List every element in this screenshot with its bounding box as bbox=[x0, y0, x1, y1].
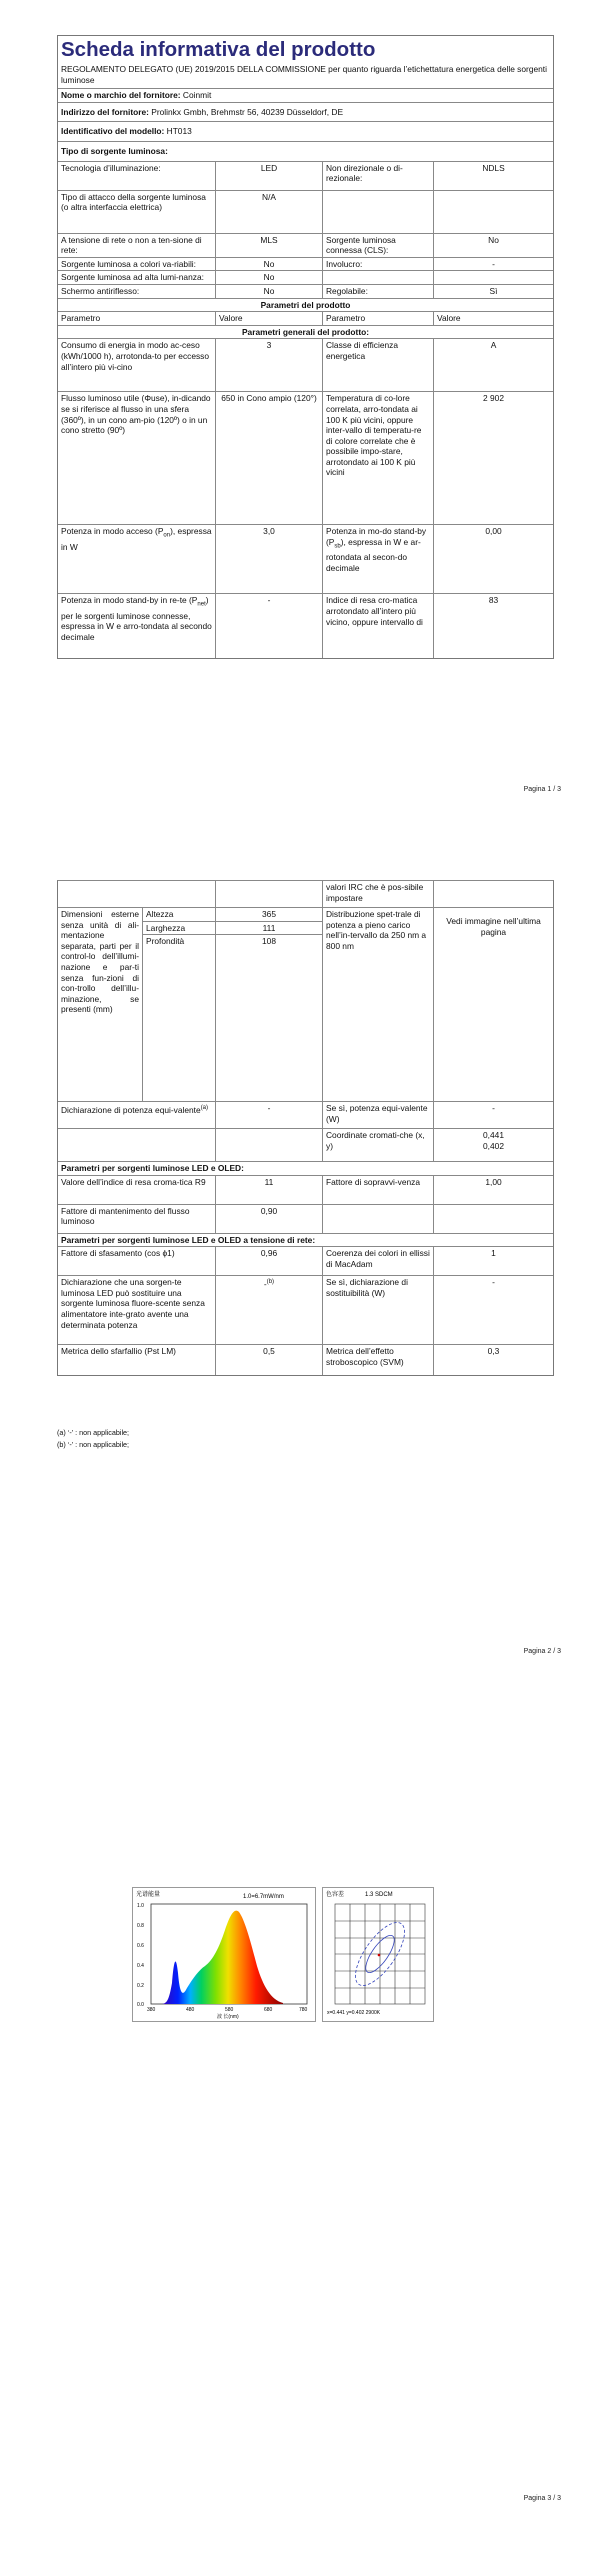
supplier-row bbox=[58, 89, 553, 103]
spectrum-chart bbox=[132, 1887, 316, 2022]
nondir-value: NDLS bbox=[482, 162, 505, 173]
cie-caption: x=0.441 y=0.402 2900K bbox=[327, 2010, 381, 2016]
r9-value: 11 bbox=[216, 1176, 323, 1204]
cls-label: Sorgente luminosa connessa (CLS): bbox=[323, 234, 434, 257]
cct-label: Temperatura di co-lore correlata, arro-tondata ai 100 K più vicini, oppure inter-vallo di temperatu-re di colore correlate che è possibile impo-stare, arrotondato ai 100 K più vicini bbox=[323, 392, 434, 524]
footnote-a: (a) ‘-’ : non applicabile; bbox=[57, 1428, 130, 1437]
pf-value: 0,96 bbox=[216, 1247, 323, 1275]
column-header-row bbox=[58, 312, 553, 326]
cie-chart bbox=[322, 1887, 434, 2022]
eclass-value: A bbox=[490, 340, 497, 351]
lumen-value: 0,90 bbox=[216, 1205, 323, 1233]
spectrum-svg bbox=[133, 1888, 315, 2021]
cie-title: 色容差 bbox=[326, 1892, 345, 1898]
general-heading-row bbox=[58, 326, 553, 340]
ytick-6: 0.0 bbox=[137, 2002, 144, 2008]
spd-label: Distribuzione spet-trale di potenza a pieno carico nell’in-tervallo da 250 nm a 800 nm bbox=[323, 908, 434, 1101]
height-value: 365 bbox=[216, 908, 322, 922]
type-heading-row bbox=[58, 142, 553, 162]
cls-value: No bbox=[488, 234, 499, 245]
r9-label: Valore dell’indice di resa croma-tica R9 bbox=[58, 1176, 216, 1204]
height-label: Altezza bbox=[143, 908, 215, 922]
pnet-row: Potenza in modo stand-by in re-te $(P_{net})$ per le sorgenti luminose connesse, espressa in W e arro-tondata al secondo decimale - Indice di resa cro-matica arrotondato all’intero più vicino, oppure intervallo di 83 bbox=[58, 594, 553, 658]
params-heading: Parametri del prodotto bbox=[260, 299, 351, 310]
nondir-label: Non direzionale o di-rezionale: bbox=[323, 162, 434, 190]
eqpower-value: - bbox=[216, 1102, 323, 1128]
ytick-2: 0.8 bbox=[137, 1923, 144, 1929]
address-label: Indirizzo del fornitore: bbox=[61, 106, 149, 117]
address-value: Prolinkx Gmbh, Brehmstr 56, 40239 Düsseldorf, DE bbox=[151, 106, 344, 117]
xtick-2: 480 bbox=[186, 2007, 195, 2013]
xtick-4: 680 bbox=[264, 2007, 273, 2013]
col-param-2: Parametro bbox=[323, 312, 434, 325]
mains-value: MLS bbox=[216, 234, 323, 257]
cap-value: N/A bbox=[216, 191, 323, 233]
coh-value: 1 bbox=[491, 1248, 496, 1259]
page-number: Pagina 2 / 3 bbox=[523, 1648, 561, 1655]
energy-value: 3 bbox=[216, 339, 323, 391]
glare-label: Schermo antiriflesso: bbox=[58, 285, 216, 298]
glare-row bbox=[58, 285, 553, 299]
psb-value: 0,00 bbox=[485, 526, 502, 537]
flux-value: 650 in Cono ampio (120°) bbox=[216, 392, 323, 524]
cie-grid bbox=[335, 1904, 425, 2004]
pon-row: Potenza in modo acceso $(P_{on})$, espressa in W 3,0 Potenza in mo-do stand-by $(P_{sb})$, espressa in W e ar-rotondata al secon-do decimale 0,00 bbox=[58, 525, 553, 594]
surv-value: 1,00 bbox=[485, 1176, 502, 1187]
eqw-label: Se sì, potenza equi-valente (W) bbox=[323, 1102, 434, 1128]
xtick-5: 780 bbox=[299, 2007, 308, 2013]
led-heading-row bbox=[58, 1162, 553, 1176]
cri-value: 83 bbox=[488, 595, 499, 606]
regulation-text: REGOLAMENTO DELEGATO (UE) 2019/2015 DELLA COMMISSIONE per quanto riguarda l’etichettatura energetica delle sorgenti luminose bbox=[58, 64, 553, 89]
tech-value: LED bbox=[216, 162, 323, 190]
depth-label: Profondità bbox=[146, 936, 185, 947]
pnet-value: - bbox=[216, 594, 323, 658]
cct-value: 2 902 bbox=[483, 393, 504, 404]
energy-row bbox=[58, 339, 553, 392]
col-value-1: Valore bbox=[216, 312, 323, 325]
coh-label: Coerenza dei colori in ellissi di MacAdam bbox=[323, 1247, 434, 1275]
eclass-label: Classe di efficienza energetica bbox=[323, 339, 434, 391]
flicker-row bbox=[58, 1345, 553, 1375]
mains-heading-row bbox=[58, 1234, 553, 1248]
col-value-2: Valore bbox=[437, 313, 461, 324]
params-heading-row bbox=[58, 299, 553, 313]
cri-label: Indice di resa cro-matica arrotondato all’intero più vicino, oppure intervallo di bbox=[323, 594, 434, 658]
depth-value: 108 bbox=[262, 936, 276, 947]
repl-value: - bbox=[263, 1278, 267, 1289]
supplier-value: Coinmit bbox=[182, 90, 212, 101]
page-number: Pagina 1 / 3 bbox=[523, 786, 561, 793]
mains-row bbox=[58, 234, 553, 258]
spectrum-info: 1.0=6.7mW/nm bbox=[243, 1894, 284, 1900]
hl-value: No bbox=[216, 271, 323, 284]
ytick-3: 0.6 bbox=[137, 1943, 144, 1949]
mains-heading: Parametri per sorgenti luminose LED e OLED a tensione di rete: bbox=[61, 1234, 316, 1245]
footnote-b: (b) ‘-’ : non applicabile; bbox=[57, 1440, 130, 1449]
pf-row bbox=[58, 1247, 553, 1276]
width-value: 111 bbox=[216, 922, 322, 936]
lumen-row bbox=[58, 1205, 553, 1234]
page-1 bbox=[0, 0, 603, 880]
svm-label: Metrica dell’effetto stroboscopico (SVM) bbox=[323, 1345, 434, 1375]
led-heading: Parametri per sorgenti luminose LED e OLED: bbox=[61, 1163, 244, 1173]
dimensions-row bbox=[58, 908, 553, 1102]
model-label: Identificativo del modello: bbox=[61, 126, 165, 137]
ytick-4: 0.4 bbox=[137, 1963, 144, 1969]
replw-value: - bbox=[492, 1277, 495, 1288]
page-3 bbox=[0, 1700, 603, 2560]
xtick-1: 380 bbox=[147, 2007, 156, 2013]
xy-row bbox=[58, 1129, 553, 1162]
x-value: 0,441 bbox=[483, 1130, 504, 1140]
dim-value: Sì bbox=[489, 285, 498, 296]
spd-value: Vedi immagine nell’ultima pagina bbox=[446, 916, 541, 937]
pf-label: Fattore di sfasamento (cos ϕ1) bbox=[58, 1247, 216, 1275]
lumen-label: Fattore di mantenimento del flusso luminoso bbox=[58, 1205, 216, 1233]
footnotes bbox=[57, 1427, 129, 1451]
xtick-3: 580 bbox=[225, 2007, 234, 2013]
mains-label: A tensione di rete o non a ten-sione di rete: bbox=[58, 234, 216, 257]
width-label: Larghezza bbox=[143, 922, 215, 936]
eqpower-row bbox=[58, 1102, 553, 1129]
glare-value: No bbox=[216, 285, 323, 298]
cap-label: Tipo di attacco della sorgente luminosa bbox=[61, 191, 206, 202]
type-heading: Tipo di sorgente luminosa: bbox=[61, 145, 168, 156]
eqw-value: - bbox=[492, 1103, 495, 1113]
spectrum-xlabel: 波 长(nm) bbox=[217, 2014, 239, 2020]
high-luminance-row bbox=[58, 271, 553, 285]
general-heading: Parametri generali del prodotto: bbox=[241, 326, 370, 337]
y-value: 0,402 bbox=[483, 1140, 504, 1151]
model-row bbox=[58, 122, 553, 142]
page-number: Pagina 3 / 3 bbox=[523, 2495, 561, 2502]
svm-value: 0,3 bbox=[487, 1346, 500, 1357]
energy-label: Consumo di energia in modo ac-ceso (kWh/1000 h), arrotonda-to per eccesso all’intero più vi-cino bbox=[58, 339, 216, 391]
eqpower-note: (a) bbox=[200, 1105, 209, 1111]
tech-label: Tecnologia d’illuminazione: bbox=[58, 162, 216, 190]
chromaticity-point bbox=[378, 1954, 381, 1957]
envelope-value: - bbox=[492, 258, 495, 269]
tech-row bbox=[58, 162, 553, 191]
flicker-value: 0,5 bbox=[216, 1345, 323, 1375]
surv-label: Fattore di sopravvi-venza bbox=[323, 1176, 434, 1204]
replw-label: Se sì, dichiarazione di sostituibilità (W) bbox=[323, 1276, 434, 1344]
product-info-table bbox=[57, 35, 554, 659]
ytick-5: 0.2 bbox=[137, 1983, 144, 1989]
hl-label: Sorgente luminosa ad alta lumi-nanza: bbox=[58, 271, 216, 284]
flicker-label: Metrica dello sfarfallio (Pst LM) bbox=[58, 1345, 216, 1375]
replace-row bbox=[58, 1276, 553, 1345]
address-row bbox=[58, 103, 553, 123]
colour-label: Sorgente luminosa a colori va-riabili: bbox=[58, 258, 216, 271]
model-value: HT013 bbox=[166, 126, 192, 137]
colour-row bbox=[58, 258, 553, 272]
xy-label: Coordinate cromati-che (x, y) bbox=[323, 1129, 434, 1161]
cri-cont: valori IRC che è pos-sibile impostare bbox=[323, 881, 434, 907]
col-param-1: Parametro bbox=[58, 312, 216, 325]
supplier-label: Nome o marchio del fornitore: bbox=[61, 90, 181, 101]
flux-row bbox=[58, 392, 553, 525]
cie-svg bbox=[323, 1888, 433, 2021]
envelope-label: Involucro: bbox=[323, 258, 434, 271]
cap-label-2: (o altra interfaccia elettrica) bbox=[61, 202, 163, 213]
dim-label: Regolabile: bbox=[323, 285, 434, 298]
page-2 bbox=[0, 880, 603, 1700]
cap-row bbox=[58, 191, 553, 234]
cri-cont-row bbox=[58, 881, 553, 908]
colour-value: No bbox=[216, 258, 323, 271]
document-title: Scheda informativa del prodotto bbox=[61, 38, 376, 61]
r9-row bbox=[58, 1176, 553, 1205]
repl-label: Dichiarazione che una sorgen-te luminosa LED può sostituire una sorgente luminosa fluore-scente senza alimentatore inte-grato avente una determinata potenza bbox=[58, 1276, 216, 1344]
eqpower-label: Dichiarazione di potenza equi-valente bbox=[61, 1104, 201, 1115]
spectrum-title: 光谱能量 bbox=[136, 1892, 161, 1898]
flux-label: Flusso luminoso utile (Φuse), in-dicando se si riferisce al flusso in una sfera (360º), in un cono am-pio (120º) o in un cono stretto (90º) bbox=[58, 392, 216, 524]
pon-value: 3,0 bbox=[216, 525, 323, 593]
repl-note: (b) bbox=[266, 1279, 275, 1286]
spectrum-curve bbox=[161, 1911, 283, 2004]
cie-info: 1.3 SDCM bbox=[365, 1892, 393, 1898]
dims-label: Dimensioni esterne senza unità di ali-mentazione separata, parti per il control-lo dell’illumi-nazione e par-ti senza fun-zioni di con-trollo dell’illu-minazione, se presenti (mm) bbox=[58, 908, 143, 1101]
product-info-table-cont bbox=[57, 880, 554, 1376]
ytick-1: 1.0 bbox=[137, 1903, 144, 1909]
